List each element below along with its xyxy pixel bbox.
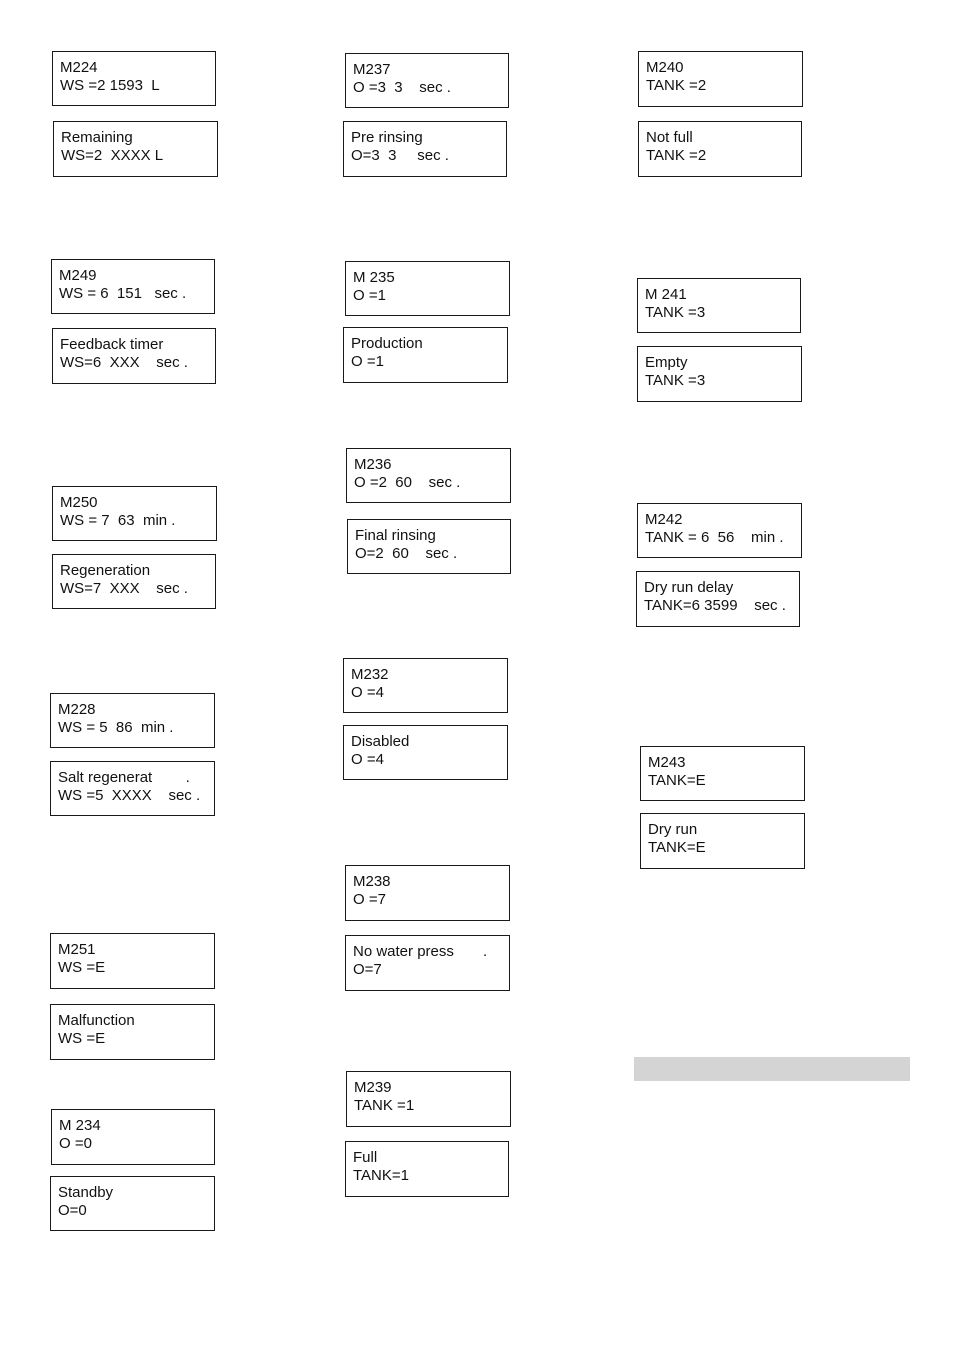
display-line-2: TANK=E bbox=[648, 772, 706, 789]
display-line-2: O=0 bbox=[58, 1202, 87, 1219]
display-line-1: Standby bbox=[58, 1184, 114, 1201]
display-line-1: Final rinsing bbox=[355, 527, 436, 544]
display-m238 bbox=[345, 865, 510, 921]
display-no-water-press bbox=[345, 935, 510, 991]
display-empty bbox=[637, 346, 802, 402]
display-m232 bbox=[343, 658, 508, 713]
display-m250 bbox=[52, 486, 217, 541]
display-m235 bbox=[345, 261, 510, 316]
display-m241 bbox=[637, 278, 801, 333]
display-line-1: Full bbox=[353, 1149, 378, 1166]
display-line-1: M 235 bbox=[353, 269, 395, 286]
display-line-2: WS =5 XXXX sec . bbox=[58, 787, 201, 804]
display-line-2: TANK =2 bbox=[646, 77, 707, 94]
display-line-2: WS =2 1593 L bbox=[60, 77, 160, 94]
display-line-2: O=2 60 sec . bbox=[355, 545, 458, 562]
display-line-1: Dry run delay bbox=[644, 579, 734, 596]
display-line-2: O =0 bbox=[59, 1135, 92, 1152]
display-pre-rinsing bbox=[343, 121, 507, 177]
gray-band bbox=[634, 1057, 910, 1081]
display-line-2: TANK =1 bbox=[354, 1097, 415, 1114]
display-line-1: Regeneration bbox=[60, 562, 151, 579]
display-not-full bbox=[638, 121, 802, 177]
display-line-2: O =4 bbox=[351, 684, 384, 701]
display-salt-regenerat bbox=[50, 761, 215, 816]
display-line-2: WS =E bbox=[58, 959, 106, 976]
display-line-1: Malfunction bbox=[58, 1012, 135, 1029]
display-m249 bbox=[51, 259, 215, 314]
display-line-1: M228 bbox=[58, 701, 96, 718]
display-line-2: O=7 bbox=[353, 961, 382, 978]
display-line-1: M250 bbox=[60, 494, 98, 511]
display-line-2: TANK =3 bbox=[645, 304, 706, 321]
display-line-2: WS=6 XXX sec . bbox=[60, 354, 188, 371]
display-dry-run-delay bbox=[636, 571, 800, 627]
display-line-2: TANK=E bbox=[648, 839, 706, 856]
display-line-2: WS = 5 86 min . bbox=[58, 719, 174, 736]
display-m251 bbox=[50, 933, 215, 989]
display-line-1: M237 bbox=[353, 61, 391, 78]
display-line-2: O =3 3 sec . bbox=[353, 79, 451, 96]
display-regeneration bbox=[52, 554, 216, 609]
display-line-2: WS=7 XXX sec . bbox=[60, 580, 188, 597]
display-line-1: M236 bbox=[354, 456, 392, 473]
display-line-1: M249 bbox=[59, 267, 97, 284]
display-line-2: WS = 7 63 min . bbox=[60, 512, 176, 529]
display-m234 bbox=[51, 1109, 215, 1165]
display-line-1: Empty bbox=[645, 354, 688, 371]
display-m243 bbox=[640, 746, 805, 801]
display-malfunction bbox=[50, 1004, 215, 1060]
display-line-1: M232 bbox=[351, 666, 389, 683]
display-line-1: M242 bbox=[645, 511, 683, 528]
display-line-1: Not full bbox=[646, 129, 693, 146]
display-line-2: WS =E bbox=[58, 1030, 106, 1047]
display-line-2: TANK=6 3599 sec . bbox=[644, 597, 786, 614]
display-dry-run bbox=[640, 813, 805, 869]
display-line-1: M238 bbox=[353, 873, 391, 890]
display-line-2: TANK = 6 56 min . bbox=[645, 529, 784, 546]
display-production bbox=[343, 327, 508, 383]
display-line-2: O=3 3 sec . bbox=[351, 147, 449, 164]
display-line-1: Remaining bbox=[61, 129, 133, 146]
display-m240 bbox=[638, 51, 803, 107]
display-line-1: Feedback timer bbox=[60, 336, 164, 353]
display-line-2: O =2 60 sec . bbox=[354, 474, 461, 491]
display-line-2: TANK =2 bbox=[646, 147, 707, 164]
display-line-2: WS=2 XXXX L bbox=[61, 147, 164, 164]
display-m228 bbox=[50, 693, 215, 748]
display-line-1: Disabled bbox=[351, 733, 410, 750]
display-line-1: M239 bbox=[354, 1079, 392, 1096]
display-line-1: M251 bbox=[58, 941, 96, 958]
display-disabled bbox=[343, 725, 508, 780]
display-line-1: M 241 bbox=[645, 286, 687, 303]
display-line-1: Dry run bbox=[648, 821, 698, 838]
display-line-2: O =7 bbox=[353, 891, 386, 908]
display-line-1: M224 bbox=[60, 59, 98, 76]
display-line-1: M243 bbox=[648, 754, 686, 771]
display-m242 bbox=[637, 503, 802, 558]
display-line-1: No water press . bbox=[353, 943, 488, 960]
display-line-2: O =4 bbox=[351, 751, 384, 768]
display-m239 bbox=[346, 1071, 511, 1127]
display-full bbox=[345, 1141, 509, 1197]
display-standby bbox=[50, 1176, 215, 1231]
display-remaining bbox=[53, 121, 218, 177]
display-line-2: TANK=1 bbox=[353, 1167, 409, 1184]
display-m224 bbox=[52, 51, 216, 106]
display-line-1: M240 bbox=[646, 59, 684, 76]
display-line-2: O =1 bbox=[353, 287, 386, 304]
display-m236 bbox=[346, 448, 511, 503]
display-final-rinsing bbox=[347, 519, 511, 574]
display-line-2: WS = 6 151 sec . bbox=[59, 285, 187, 302]
display-line-1: Production bbox=[351, 335, 423, 352]
display-line-1: Pre rinsing bbox=[351, 129, 423, 146]
display-line-2: O =1 bbox=[351, 353, 384, 370]
display-m237 bbox=[345, 53, 509, 108]
display-line-1: Salt regenerat . bbox=[58, 769, 190, 786]
display-line-2: TANK =3 bbox=[645, 372, 706, 389]
display-feedback-timer bbox=[52, 328, 216, 384]
display-line-1: M 234 bbox=[59, 1117, 101, 1134]
